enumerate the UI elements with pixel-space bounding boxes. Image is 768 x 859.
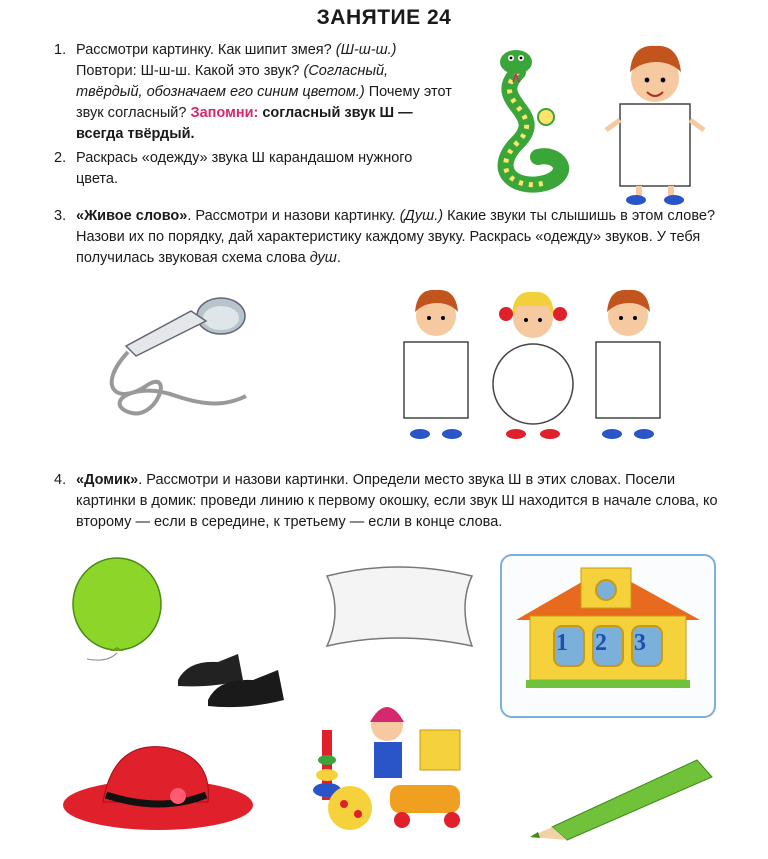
- rule-text: согласный звук Ш — всегда твёрдый.: [76, 105, 413, 142]
- answer-hint: (Ш-ш-ш.): [335, 42, 397, 58]
- task-number: 3.: [54, 208, 67, 224]
- shoes-illustration: [168, 630, 308, 720]
- task-number: 1.: [54, 42, 67, 58]
- sound-scheme-figures: [388, 284, 678, 444]
- girl-figure: [493, 292, 573, 439]
- house-window-3: 3: [634, 630, 646, 656]
- punctuation: .: [336, 250, 341, 266]
- boy-figure: [404, 290, 468, 439]
- house-window-2: 2: [595, 630, 607, 656]
- toys-illustration: [312, 700, 482, 840]
- task-3: [54, 206, 718, 269]
- house-illustration: [516, 560, 700, 705]
- pencil-illustration: [522, 752, 722, 842]
- answer-hint: (Согласный, твёрдый, обозначаем его синим цветом.): [76, 63, 389, 100]
- task-number: 2.: [54, 150, 67, 166]
- task-text: Раскрась «одежду» звука Ш карандашом нужного цвета.: [76, 150, 413, 187]
- answer-hint: (Душ.): [399, 208, 444, 224]
- pillow-illustration: [312, 556, 482, 656]
- balloon-illustration: [62, 556, 172, 666]
- boy-figure: [600, 40, 710, 210]
- snake-illustration: [478, 42, 578, 202]
- page-title: ЗАНЯТИЕ 24: [316, 6, 452, 29]
- task-text: Повтори: Ш-ш-ш. Какой это звук?: [76, 63, 300, 79]
- task-2: [54, 148, 458, 190]
- boy-figure: [596, 290, 660, 439]
- task-4: [54, 470, 728, 533]
- remember-label: Запомни:: [190, 105, 259, 121]
- task-text: Почему этот звук согласный?: [76, 84, 452, 121]
- task-text: Рассмотри картинку. Как шипит змея?: [76, 42, 332, 58]
- task-heading: «Живое слово»: [76, 208, 188, 224]
- task-text: . Рассмотри и назови картинку.: [187, 208, 396, 224]
- task-text: . Рассмотри и назови картинки. Определи место звука Ш в этих словах. Посели картинки в домик: проведи линию к первому окошку, если звук Ш находится в начале слова, ко второму — если в середине, к третьему — если в конце слова.: [76, 472, 718, 530]
- task-number: 4.: [54, 472, 67, 488]
- task-heading: «Домик»: [76, 472, 139, 488]
- word-hint: душ: [309, 250, 337, 266]
- task-1: [54, 40, 458, 145]
- task-text: Какие звуки ты слышишь в этом слове? Назови их по порядку, дай характеристику каждому звуку. Раскрась «одежду» звуков. У тебя получилась звуковая схема слова: [76, 208, 716, 266]
- house-window-1: 1: [556, 630, 568, 656]
- hat-illustration: [58, 740, 258, 835]
- shower-illustration: [96, 286, 256, 436]
